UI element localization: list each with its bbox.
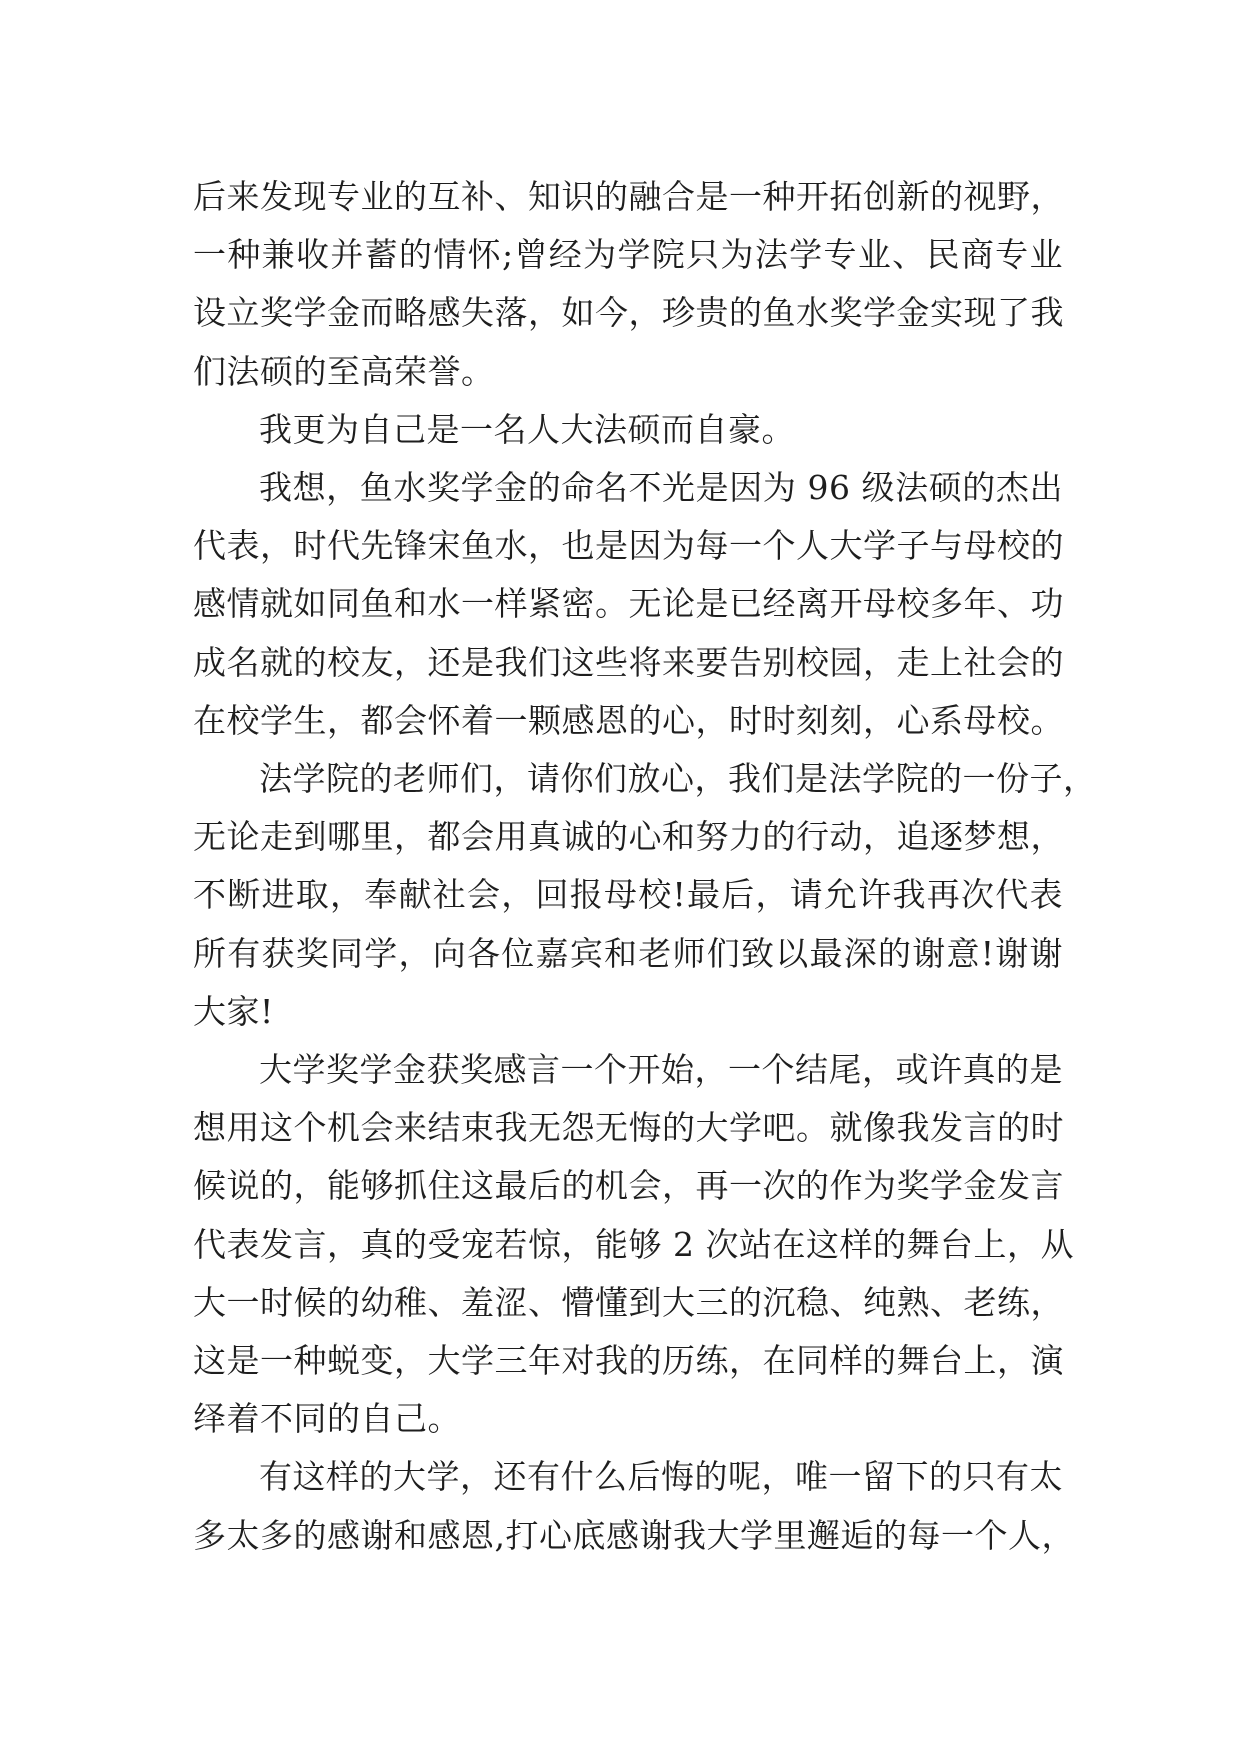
text-line: 我更为自己是一名人大法硕而自豪。 [259, 409, 795, 449]
text-line: 大家! [193, 991, 274, 1031]
text-line: 有这样的大学，还有什么后悔的呢，唯一留下的只有太 [259, 1457, 1063, 1497]
text-line: 这是一种蜕变，大学三年对我的历练，在同样的舞台上，演 [193, 1341, 1064, 1381]
text-line: 我想，鱼水奖学金的命名不光是因为 96 级法硕的杰出 [259, 468, 1063, 508]
text-line: 代表，时代先锋宋鱼水，也是因为每一个人大学子与母校的 [193, 526, 1064, 566]
paragraph-5 [193, 1041, 1074, 1448]
paragraph-1 [193, 168, 1063, 401]
paragraph-4 [193, 750, 1097, 1041]
text-line: 感情就如同鱼和水一样紧密。无论是已经离开母校多年、功 [193, 584, 1064, 624]
text-line: 无论走到哪里，都会用真诚的心和努力的行动，追逐梦想， [193, 817, 1064, 857]
text-line: 想用这个机会来结束我无怨无悔的大学吧。就像我发言的时 [193, 1108, 1064, 1148]
text-line: 一种兼收并蓄的情怀;曾经为学院只为法学专业、民商专业 [193, 235, 1063, 275]
paragraph-6 [193, 1448, 1075, 1564]
paragraph-3 [193, 459, 1063, 750]
text-line: 后来发现专业的互补、知识的融合是一种开拓创新的视野， [193, 177, 1064, 216]
text-line: 们法硕的至高荣誉。 [193, 351, 495, 391]
text-line: 大学奖学金获奖感言一个开始，一个结尾，或许真的是 [259, 1050, 1063, 1090]
text-line: 成名就的校友，还是我们这些将来要告别校园，走上社会的 [193, 642, 1064, 682]
text-line: 绎着不同的自己。 [193, 1399, 461, 1439]
text-line: 大一时候的幼稚、羞涩、懵懂到大三的沉稳、纯熟、老练， [193, 1282, 1064, 1322]
paragraph-2 [193, 401, 1063, 459]
text-line: 所有获奖同学，向各位嘉宾和老师们致以最深的谢意!谢谢 [193, 933, 1063, 973]
text-line: 法学院的老师们，请你们放心，我们是法学院的一份子， [259, 759, 1097, 799]
text-line: 设立奖学金而略感失落，如今，珍贵的鱼水奖学金实现了我 [193, 293, 1064, 333]
text-line: 代表发言，真的受宠若惊，能够 2 次站在这样的舞台上，从 [193, 1224, 1074, 1264]
text-line: 不断进取，奉献社会，回报母校!最后，请允许我再次代表 [193, 875, 1063, 915]
document-body [193, 168, 1097, 1565]
text-line: 多太多的感谢和感恩,打心底感谢我大学里邂逅的每一个人， [193, 1515, 1075, 1555]
text-line: 候说的，能够抓住这最后的机会，再一次的作为奖学金发言 [193, 1166, 1064, 1206]
text-line: 在校学生，都会怀着一颗感恩的心，时时刻刻，心系母校。 [193, 700, 1064, 740]
